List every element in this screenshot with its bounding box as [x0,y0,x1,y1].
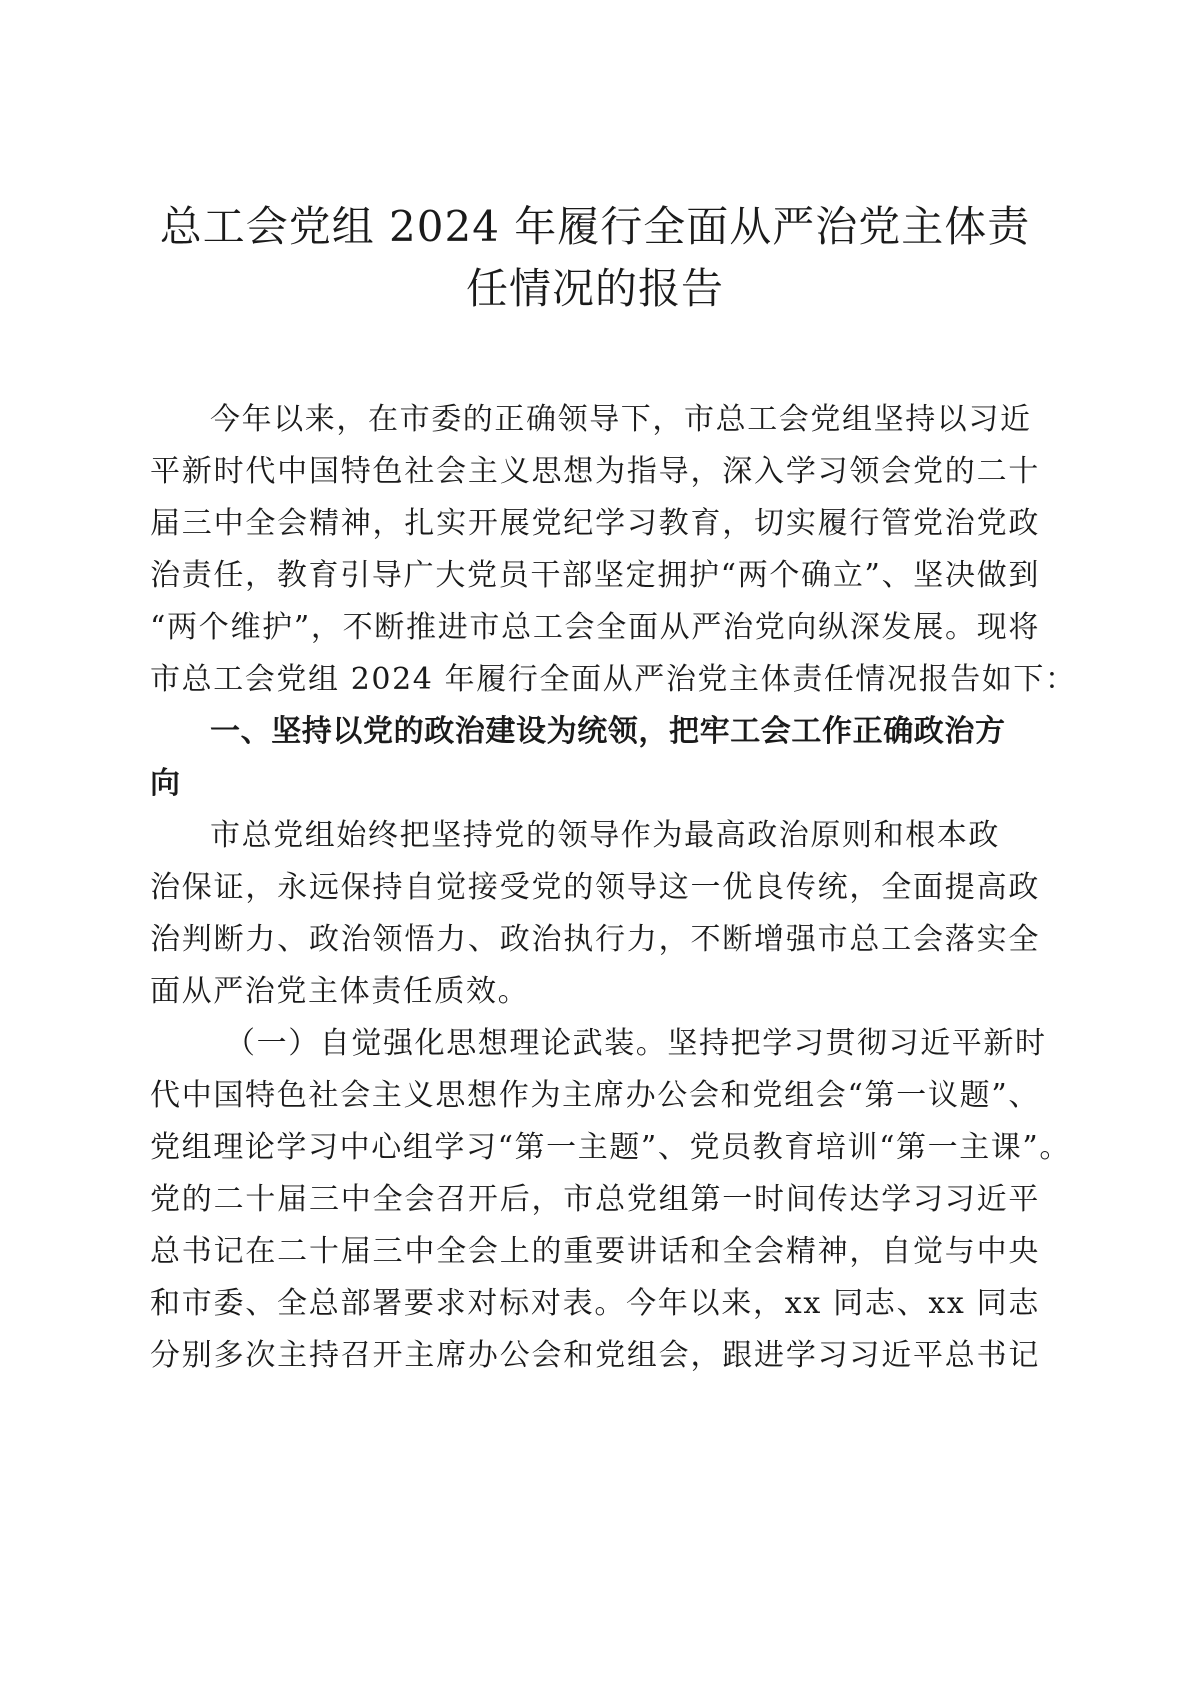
title-line: 任情况的报告 [465,264,724,313]
body-line: 党的二十届三中全会召开后，市总党组第一时间传达学习习近平 [150,1182,1040,1217]
intro-line: 平新时代中国特色社会主义思想为指导，深入学习领会党的二十 [150,454,1040,489]
intro-line: 届三中全会精神，扎实开展党纪学习教育，切实履行管党治党政 [150,506,1040,541]
intro-line: “两个维护”，不断推进市总工会全面从严治党向纵深发展。现将 [150,610,1040,645]
body-line: 市总党组始终把坚持党的领导作为最高政治原则和根本政 [210,818,1000,853]
body-line: 治判断力、政治领悟力、政治执行力，不断增强市总工会落实全 [150,922,1040,957]
body-line: 和市委、全总部署要求对标对表。今年以来，xx 同志、xx 同志 [150,1286,1040,1321]
document-title [150,196,1040,320]
body-line: （一）自觉强化思想理论武装。坚持把学习贯彻习近平新时 [225,1026,1047,1061]
intro-line: 今年以来，在市委的正确领导下，市总工会党组坚持以习近 [210,402,1032,437]
title-line: 总工会党组 2024 年履行全面从严治党主体责 [159,202,1031,251]
body-line: 治保证，永远保持自觉接受党的领导这一优良传统，全面提高政 [150,870,1040,905]
body-line: 面从严治党主体责任质效。 [150,974,530,1009]
intro-line: 治责任，教育引导广大党员干部坚定拥护“两个确立”、坚决做到 [150,558,1040,593]
body-line: 总书记在二十届三中全会上的重要讲话和全会精神，自觉与中央 [150,1234,1040,1269]
section-heading-line: 向 [150,766,181,801]
body-line: 代中国特色社会主义思想作为主席办公会和党组会“第一议题”、 [150,1078,1040,1113]
body-line: 分别多次主持召开主席办公会和党组会，跟进学习习近平总书记 [150,1338,1040,1373]
body-line: 党组理论学习中心组学习“第一主题”、党员教育培训“第一主课”。 [150,1130,1071,1165]
intro-line: 市总工会党组 2024 年履行全面从严治党主体责任情况报告如下： [150,662,1077,697]
section-heading-line: 一、坚持以党的政治建设为统领，把牢工会工作正确政治方 [210,714,1006,749]
